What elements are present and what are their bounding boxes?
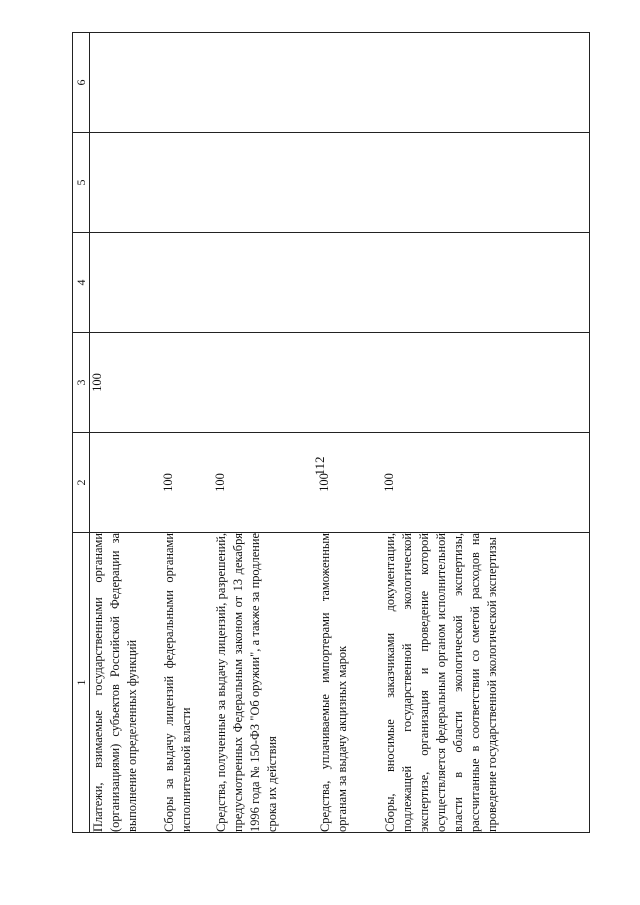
- column-header-4: 4: [73, 233, 90, 333]
- row-value: 100: [161, 433, 213, 533]
- row-value: [90, 33, 161, 133]
- row-value: [317, 333, 382, 433]
- row-value: [317, 133, 382, 233]
- row-value: [161, 233, 213, 333]
- row-description: Сборы за выдачу лицензий федеральными органами исполнительной власти: [161, 533, 193, 832]
- column-header-2: 2: [73, 433, 90, 533]
- row-description: Платежи, взимаемые государственными органами (организациями) субъектов Российской Федерации за выполнение определенных функций: [91, 533, 139, 832]
- table-row: [213, 33, 317, 833]
- row-description: Средства, полученные за выдачу лицензий, разрешений, предусмотренных Федеральным законом от 13 декабря 1996 года № 150-ФЗ "Об оружии", а также за продление срока их действия: [213, 533, 279, 832]
- column-header-1: 1: [73, 533, 90, 833]
- row-value: 100: [213, 433, 317, 533]
- row-value: [382, 133, 590, 233]
- row-value: [382, 33, 590, 133]
- row-value: [90, 233, 161, 333]
- row-value: [382, 333, 590, 433]
- row-value: [213, 133, 317, 233]
- row-value: [90, 433, 161, 533]
- row-value: [317, 33, 382, 133]
- row-value: [317, 233, 382, 333]
- row-value: [161, 133, 213, 233]
- row-value: [213, 233, 317, 333]
- table-row: [161, 33, 213, 833]
- row-value: 100: [382, 433, 590, 533]
- row-value: [161, 333, 213, 433]
- column-header-5: 5: [73, 133, 90, 233]
- table-row: [90, 33, 161, 833]
- budget-table-container: [72, 33, 590, 833]
- header-row: [73, 33, 90, 833]
- row-value: [213, 333, 317, 433]
- column-header-6: 6: [73, 33, 90, 133]
- table-row: [317, 33, 382, 833]
- page-number: 112: [312, 456, 327, 476]
- row-value: [90, 133, 161, 233]
- row-value: 100: [317, 433, 382, 533]
- row-value: [161, 33, 213, 133]
- row-value: [382, 233, 590, 333]
- row-description: Сборы, вносимые заказчиками документации, подлежащей государственной экологической экспертизе, организация и проведение которой осуществляется федеральным органом исполнительной власти в области экологической экспертизы, рассчитанные в соответствии со сметой расходов на проведение государственной экологической экспертизы: [382, 533, 499, 832]
- row-value: [213, 33, 317, 133]
- column-header-3: 3: [73, 333, 90, 433]
- budget-table: [72, 32, 590, 833]
- table-row: [382, 33, 590, 833]
- row-description: Средства, уплачиваемые импортерами таможенным органам за выдачу акцизных марок: [317, 533, 349, 832]
- row-value: 100: [90, 333, 161, 433]
